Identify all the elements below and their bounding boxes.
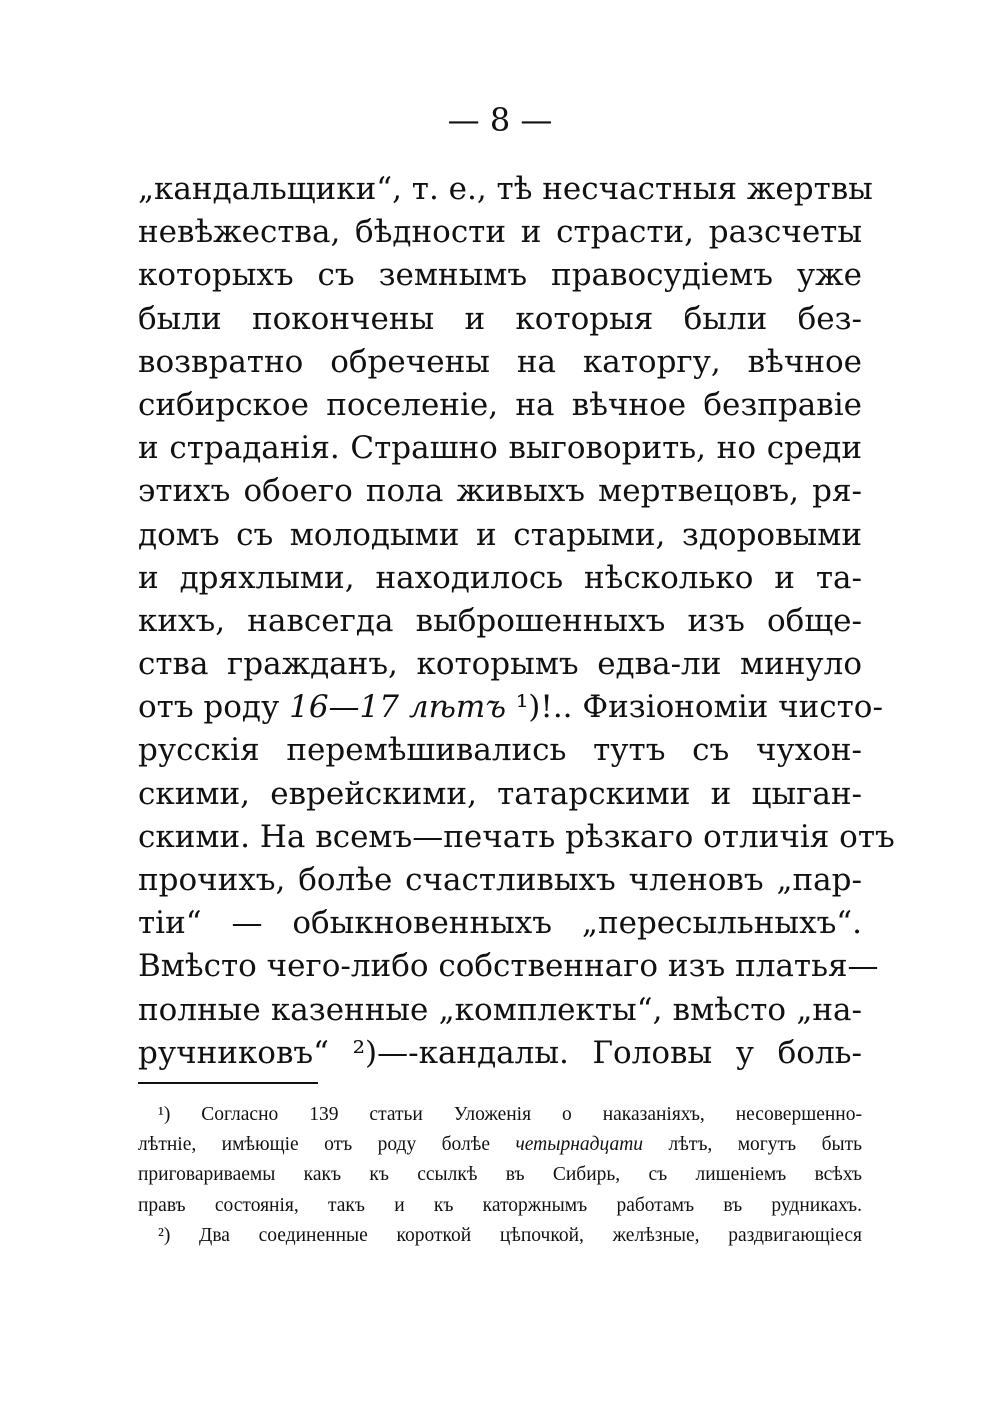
text-segment: ¹)!.. Физіономіи чисто- [506,689,883,726]
text-line: возвратно обречены на каторгу, вѣчное [138,343,862,380]
footnote-line: ²) Два соединенные короткой цѣпочкой, желѣзные, раздвигающіеся [158,1224,862,1246]
text-line: этихъ обоего пола живыхъ мертвецовъ, ря- [138,473,862,510]
text-line: и страданія. Страшно выговорить, но среди [138,430,862,467]
footnotes [138,1100,862,1251]
text-line: были покончены и которыя были без- [138,300,862,337]
text-line: которыхъ съ земнымъ правосудіемъ уже [138,257,862,294]
text-line: ручниковъ“ ²)—-кандалы. Головы у боль- [138,1034,862,1071]
text-line: Вмѣсто чего-либо собственнаго изъ платья— [138,948,879,985]
footnote-line: правъ состоянія, такъ и къ каторжнымъ работамъ въ рудникахъ. [138,1194,862,1216]
italic-age-phrase: 16—17 лѣтъ [289,689,506,726]
text-line: домъ съ молодыми и старыми, здоровыми [138,516,862,553]
footnote-line: ¹) Согласно 139 статьи Уложенія о наказаніяхъ, несовершенно- [158,1104,862,1125]
body-text [138,168,895,1075]
page-number: — 8 — [447,101,553,139]
text-line: полные казенные „комплекты“, вмѣсто „на- [138,991,862,1028]
text-line: скими. На всемъ—печать рѣзкаго отличія отъ [138,818,895,855]
text-segment: отъ роду [138,689,290,726]
text-line: тіи“ — обыкновенныхъ „пересыльныхъ“. [138,905,862,942]
text-line: „кандальщики“, т. е., тѣ несчастныя жертвы [138,171,873,207]
footnote-line: приговариваемы какъ къ ссылкѣ въ Сибирь, съ лишеніемъ всѣхъ [138,1164,862,1186]
text-line: русскія перемѣшивались тутъ съ чухон- [138,732,862,769]
text-line-with-italic [138,686,883,729]
footnote-divider [138,1082,318,1084]
text-line: и дряхлыми, находилось нѣсколько и та- [138,559,862,596]
text-line: скими, еврейскими, татарскими и цыган- [138,775,862,812]
footnote-line: лѣтніе, имѣющіе отъ роду болѣе четырнадцати лѣтъ, могутъ быть [138,1134,863,1156]
italic-age-word: четырнадцати [515,1134,644,1156]
text-line: сибирское поселеніе, на вѣчное безправіе [138,386,862,423]
text-line: ства гражданъ, которымъ едва-ли минуло [138,646,862,683]
text-line: кихъ, навсегда выброшенныхъ изъ обще- [138,602,862,639]
text-line: невѣжества, бѣдности и страсти, разсчеты [138,214,862,251]
text-line: прочихъ, болѣе счастливыхъ членовъ „пар- [138,862,862,898]
